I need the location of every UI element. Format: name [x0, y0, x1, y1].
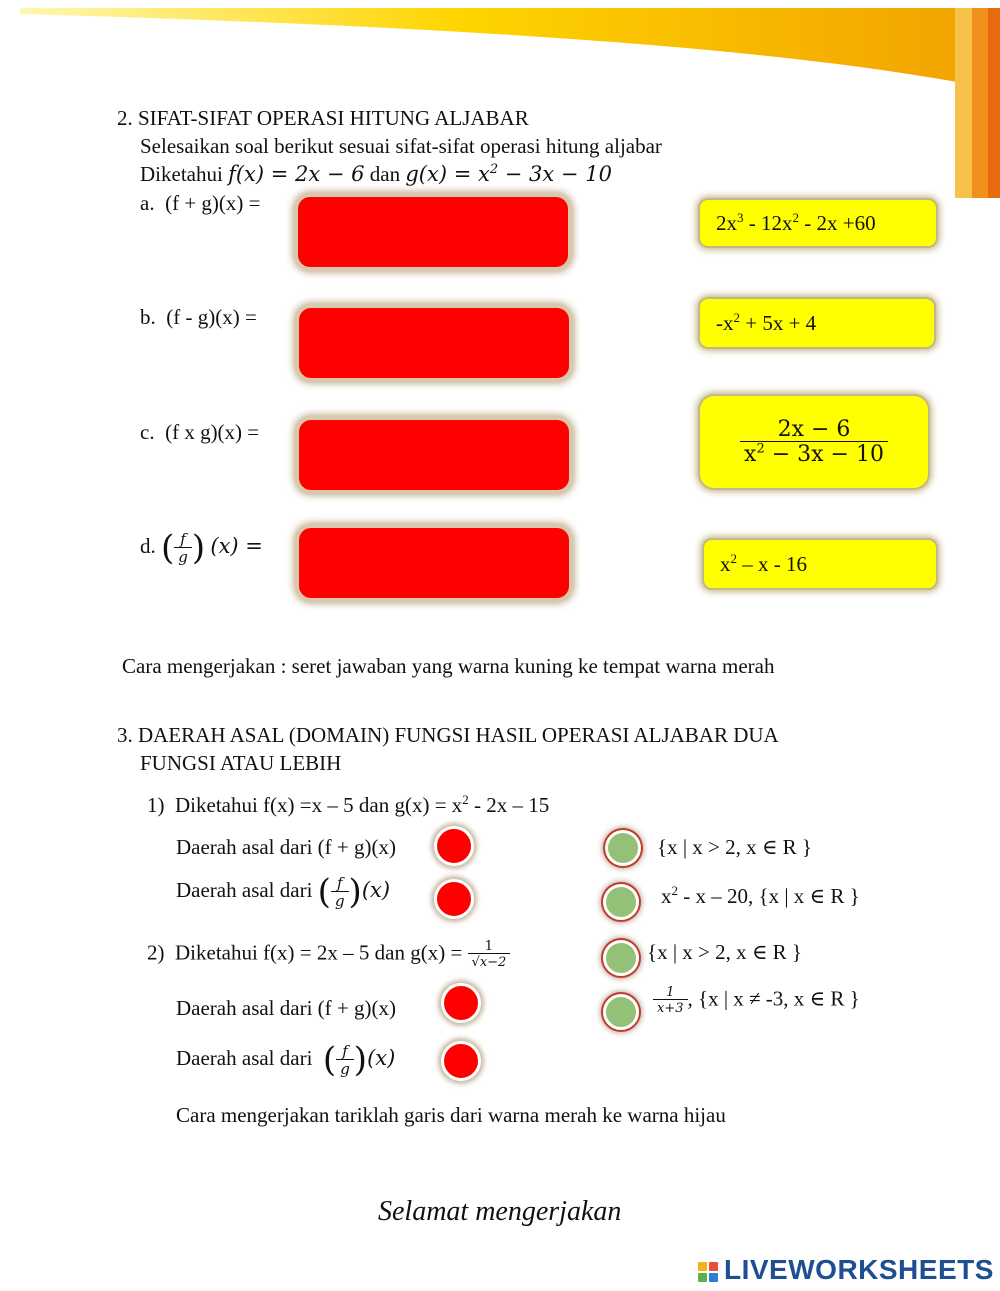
- drop-target-d[interactable]: [299, 528, 569, 598]
- green-dot-2[interactable]: [603, 884, 639, 920]
- drop-target-c[interactable]: [299, 420, 569, 490]
- item-d-letter: d.: [140, 533, 156, 558]
- answer-card-1[interactable]: [700, 200, 936, 246]
- item-d-label: d. ( $\frac{f}{g}$ ) (x) =: [140, 528, 263, 568]
- item-a-label: [140, 191, 260, 216]
- given-g-exp: 2: [489, 162, 499, 177]
- section2-given: [140, 162, 612, 187]
- item-c-letter: c.: [140, 420, 155, 444]
- closing-text: Selamat mengerjakan: [378, 1196, 622, 1227]
- problem-1-given: 1) Diketahui f(x) =x – 5 dan $g(x) = x^2 - 2x - 15$: [147, 792, 550, 817]
- green-dot-3[interactable]: [603, 940, 639, 976]
- problem-2-row-1: Daerah asal dari (f + g)(x): [176, 996, 396, 1020]
- item-d-den: g: [174, 547, 192, 565]
- given-g-rest: − 3x − 10: [498, 162, 612, 186]
- problem-2-row-2: Daerah asal dari ( $\frac{f}{g}$ )(x): [176, 1040, 396, 1080]
- option-1: {x | x > 2, x ∈ R }: [657, 835, 813, 859]
- section2-instruction: Selesaikan soal berikut sesuai sifat-sifat operasi hitung aljabar: [140, 134, 662, 158]
- item-a-expression: (f + g)(x) =: [165, 191, 261, 215]
- item-a-letter: a.: [140, 191, 155, 215]
- logo-icon: [698, 1262, 718, 1282]
- green-dot-4[interactable]: [603, 994, 639, 1030]
- answer-card-4[interactable]: [704, 540, 936, 588]
- item-d-after: (x) =: [210, 533, 263, 558]
- given-g-base: g(x) = x: [405, 162, 490, 186]
- red-dot-4[interactable]: [441, 1041, 481, 1081]
- item-c-expression: (f x g)(x) =: [165, 420, 260, 444]
- answer-3-fraction: $\frac{2x - 6}{x^2 - 3x - 10}$: [740, 419, 888, 466]
- logo-text: LIVEWORKSHEETS: [724, 1254, 994, 1285]
- drop-target-a[interactable]: [298, 197, 568, 267]
- red-dot-3[interactable]: [441, 983, 481, 1023]
- section3-how-to: Cara mengerjakan tariklah garis dari warna merah ke warna hijau: [176, 1103, 726, 1127]
- option-4: $\frac{1}{x+3}$ , {x | x ≠ -3, x ∈ R }: [653, 986, 860, 1015]
- given-prefix: Diketahui: [140, 162, 223, 186]
- option-3: {x | x > 2, x ∈ R }: [647, 940, 803, 964]
- red-dot-2[interactable]: [434, 879, 474, 919]
- problem-1-row-1: Daerah asal dari (f + g)(x): [176, 835, 396, 859]
- item-c-label: [140, 420, 259, 445]
- section3-title-line2: FUNGSI ATAU LEBIH: [140, 751, 342, 775]
- drop-target-b[interactable]: [299, 308, 569, 378]
- given-dan: dan: [369, 162, 401, 186]
- answer-3-num: 2x − 6: [777, 416, 851, 442]
- answer-2-text: $-x^2 + 5x + 4$: [716, 309, 817, 335]
- given-f: f(x) = 2x − 6: [228, 162, 365, 186]
- liveworksheets-logo: [698, 1254, 994, 1286]
- option-2: $x^2$ - x – 20, {x | x ∈ R }: [661, 883, 860, 908]
- green-dot-1[interactable]: [605, 830, 641, 866]
- answer-4-text: $x^2$ – x - 16: [720, 550, 807, 576]
- section3-title-line1: 3. DAERAH ASAL (DOMAIN) FUNGSI HASIL OPERASI ALJABAR DUA: [117, 723, 779, 747]
- answer-1-text: $2x^3 - 12x^2 - 2x +60$: [716, 209, 876, 235]
- section2-how-to: Cara mengerjakan : seret jawaban yang warna kuning ke tempat warna merah: [122, 654, 775, 678]
- answer-card-3[interactable]: [700, 396, 928, 488]
- answer-card-2[interactable]: [700, 299, 934, 347]
- red-dot-1[interactable]: [434, 826, 474, 866]
- item-d-num: f: [180, 529, 186, 548]
- problem-1-row-2: Daerah asal dari ( $\frac{f}{g}$ )(x): [176, 872, 391, 912]
- item-b-expression: (f - g)(x) =: [166, 305, 257, 329]
- item-b-label: [140, 305, 257, 330]
- item-b-letter: b.: [140, 305, 156, 329]
- problem-2-given: 2) Diketahui f(x) = 2x – 5 dan g(x) = $\frac{1}{√x-2}$: [147, 940, 510, 969]
- section2-title: 2. SIFAT-SIFAT OPERASI HITUNG ALJABAR: [117, 106, 529, 130]
